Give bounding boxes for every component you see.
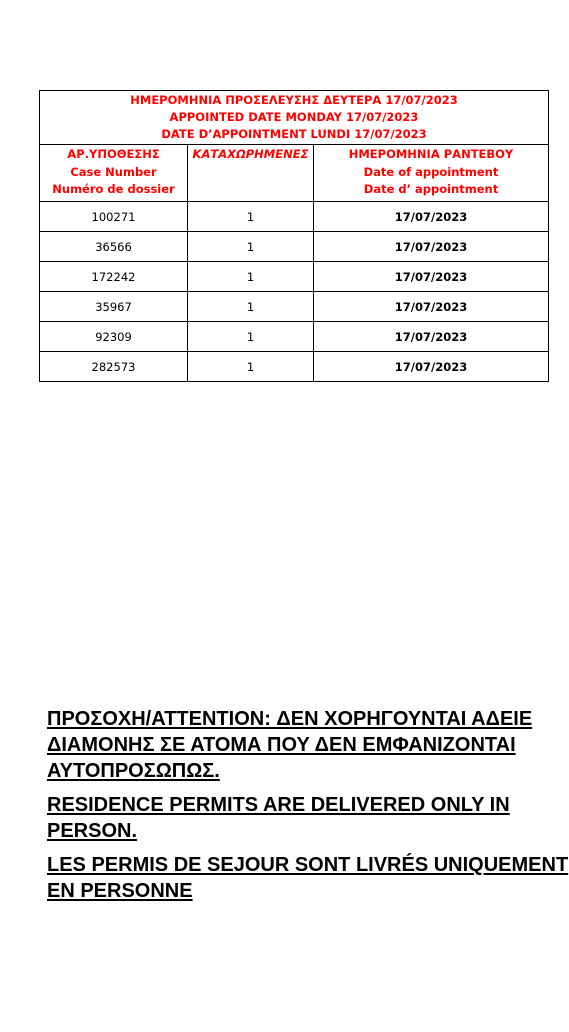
table-title xyxy=(40,91,549,145)
date-cell: 17/07/2023 xyxy=(314,232,549,262)
header-appointment-date xyxy=(314,145,549,202)
date-cell: 17/07/2023 xyxy=(314,262,549,292)
case-number-cell: 92309 xyxy=(40,322,188,352)
header-date-english: Date of appointment xyxy=(363,164,499,179)
title-line-greek: ΗΜΕΡΟΜΗΝΙΑ ΠΡΟΣΕΛΕΥΣΗΣ ΔΕΥΤΕΡΑ 17/07/2023 xyxy=(130,93,458,107)
table-row xyxy=(40,232,549,262)
header-entries xyxy=(188,145,314,202)
table-header-row xyxy=(40,145,549,202)
date-cell: 17/07/2023 xyxy=(314,292,549,322)
date-cell: 17/07/2023 xyxy=(314,322,549,352)
notice-greek: ΠΡΟΣΟΧΗ/ATTENTION: ΔΕΝ ΧΟΡΗΓΟΥΝΤΑΙ ΑΔΕΙΕ ΔΙΑΜΟΝΗΣ ΣΕ ΑΤΟΜΑ ΠΟΥ ΔΕΝ ΕΜΦΑΝΙΖΟΝΤΑΙ ΑΥΤΟΠΡΟΣΩΠΩΣ. xyxy=(47,708,533,782)
header-case-english: Case Number xyxy=(70,164,157,179)
count-cell: 1 xyxy=(188,262,314,292)
header-case-french: Numéro de dossier xyxy=(52,182,175,196)
count-cell: 1 xyxy=(188,292,314,322)
notice-french: LES PERMIS DE SEJOUR SONT LIVRÉS UNIQUEMENT EN PERSONNE xyxy=(47,854,569,902)
header-entries-greek: ΚΑΤΑΧΩΡΗΜΕΝΕΣ xyxy=(192,147,309,161)
title-line-english: APPOINTED DATE MONDAY 17/07/2023 xyxy=(169,110,419,124)
count-cell: 1 xyxy=(188,202,314,232)
case-number-cell: 100271 xyxy=(40,202,188,232)
case-number-cell: 35967 xyxy=(40,292,188,322)
table-row xyxy=(40,292,549,322)
count-cell: 1 xyxy=(188,322,314,352)
table-row xyxy=(40,262,549,292)
table-title-row xyxy=(40,91,549,145)
attention-notice xyxy=(47,706,569,912)
date-cell: 17/07/2023 xyxy=(314,202,549,232)
title-line-french: DATE D’APPOINTMENT LUNDI 17/07/2023 xyxy=(161,127,427,141)
header-case-number xyxy=(40,145,188,202)
header-case-greek: ΑΡ.ΥΠΟΘΕΣΗΣ xyxy=(67,147,160,161)
appointments-table xyxy=(39,90,549,382)
case-number-cell: 282573 xyxy=(40,352,188,382)
case-number-cell: 36566 xyxy=(40,232,188,262)
case-number-cell: 172242 xyxy=(40,262,188,292)
date-cell: 17/07/2023 xyxy=(314,352,549,382)
table-row xyxy=(40,352,549,382)
notice-english: RESIDENCE PERMITS ARE DELIVERED ONLY IN PERSON. xyxy=(47,794,510,842)
table-row xyxy=(40,322,549,352)
count-cell: 1 xyxy=(188,352,314,382)
header-date-greek: ΗΜΕΡΟΜΗΝΙΑ ΡΑΝΤΕΒΟΥ xyxy=(348,147,514,161)
table-row xyxy=(40,202,549,232)
count-cell: 1 xyxy=(188,232,314,262)
header-date-french: Date d’ appointment xyxy=(363,182,499,196)
